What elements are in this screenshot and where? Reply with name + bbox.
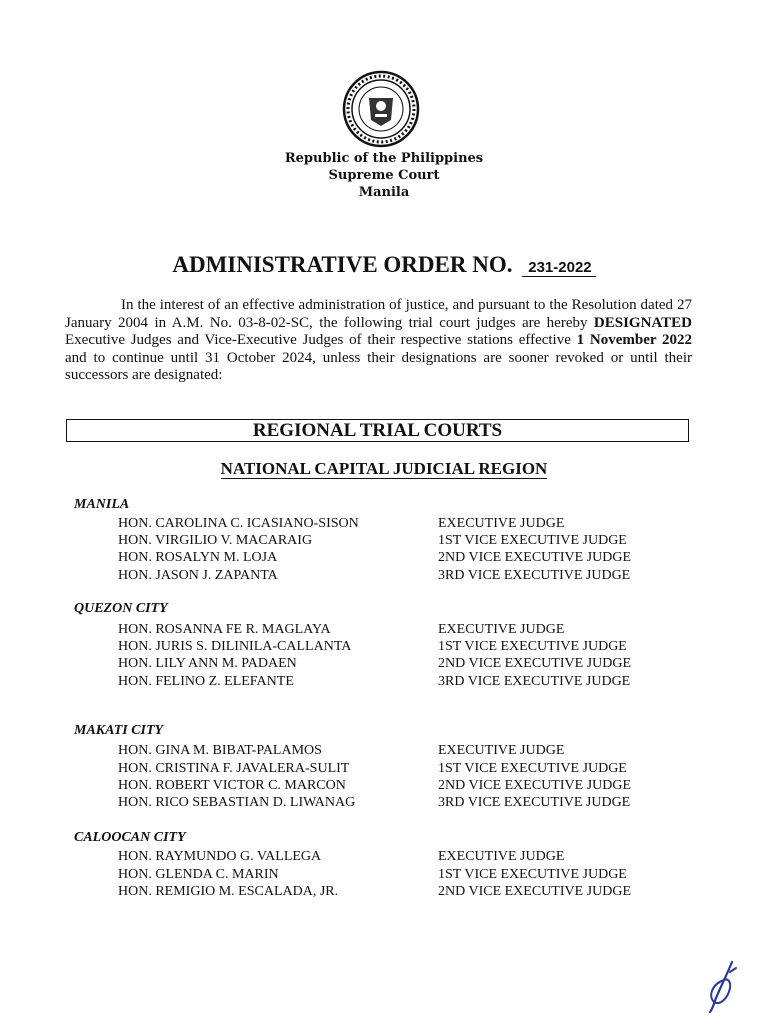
judge-row: [118, 515, 718, 532]
intro-paragraph: [65, 297, 692, 385]
judge-position: EXECUTIVE JUDGE: [438, 622, 565, 637]
judge-row: [118, 848, 718, 865]
judge-position: 1ST VICE EXECUTIVE JUDGE: [438, 639, 627, 654]
judge-position: 2ND VICE EXECUTIVE JUDGE: [438, 778, 631, 793]
judge-row: [118, 673, 718, 690]
judge-position: EXECUTIVE JUDGE: [438, 516, 565, 531]
judge-row: [118, 777, 718, 794]
judge-row: [118, 638, 718, 655]
city-heading: MANILA: [74, 497, 130, 512]
judge-row: [118, 549, 718, 566]
judge-row: [118, 621, 718, 638]
judge-row: [118, 742, 718, 759]
section-title-box: REGIONAL TRIAL COURTS: [66, 419, 689, 442]
judge-name: HON. REMIGIO M. ESCALADA, JR.: [118, 884, 339, 899]
judge-name: HON. CAROLINA C. ICASIANO-SISON: [118, 516, 359, 531]
judge-name: HON. GINA M. BIBAT-PALAMOS: [118, 743, 322, 758]
judge-row: [118, 883, 718, 900]
judge-row: [118, 760, 718, 777]
judge-name: HON. RICO SEBASTIAN D. LIWANAG: [118, 795, 356, 810]
judge-position: 3RD VICE EXECUTIVE JUDGE: [438, 568, 631, 583]
judge-name: HON. VIRGILIO V. MACARAIG: [118, 533, 313, 548]
intro-bold-date: 1 November 2022: [576, 332, 692, 348]
header-supreme-court: Supreme Court: [328, 168, 440, 183]
judge-row: [118, 794, 718, 811]
intro-text-3: and to continue until 31 October 2024, unless their designations are sooner revoked or until their successors are designated:: [65, 349, 692, 383]
judge-row: [118, 532, 718, 549]
judge-name: HON. ROBERT VICTOR C. MARCON: [118, 778, 346, 793]
judge-position: 1ST VICE EXECUTIVE JUDGE: [438, 533, 627, 548]
judge-position: 1ST VICE EXECUTIVE JUDGE: [438, 867, 627, 882]
judge-name: HON. LILY ANN M. PADAEN: [118, 656, 297, 671]
intro-bold-designated: DESIGNATED: [593, 314, 692, 331]
judge-row: [118, 655, 718, 672]
order-number: 231-2022: [522, 259, 595, 277]
intro-text-1: In the interest of an effective administration of justice, and pursuant to the Resolution dated 27 January 2004 in A.M. No. 03-8-02-SC, the following trial court judges are hereby: [65, 297, 692, 331]
judge-row: [118, 866, 718, 883]
judge-name: HON. JASON J. ZAPANTA: [118, 568, 278, 583]
judge-name: HON. ROSALYN M. LOJA: [118, 550, 278, 565]
supreme-court-seal: [342, 70, 420, 148]
order-title-text: ADMINISTRATIVE ORDER NO.: [172, 252, 513, 277]
judge-position: EXECUTIVE JUDGE: [438, 849, 565, 864]
judge-position: 2ND VICE EXECUTIVE JUDGE: [438, 884, 631, 899]
judge-name: HON. RAYMUNDO G. VALLEGA: [118, 849, 322, 864]
judge-position: EXECUTIVE JUDGE: [438, 743, 565, 758]
judge-position: 2ND VICE EXECUTIVE JUDGE: [438, 656, 631, 671]
intro-text-2: Executive Judges and Vice-Executive Judges of their respective stations effective: [65, 332, 577, 348]
order-title: [0, 252, 768, 278]
city-heading: CALOOCAN CITY: [74, 830, 186, 845]
judge-name: HON. JURIS S. DILINILA-CALLANTA: [118, 639, 352, 654]
judge-name: HON. FELINO Z. ELEFANTE: [118, 674, 294, 689]
judge-position: 1ST VICE EXECUTIVE JUDGE: [438, 761, 627, 776]
judge-name: HON. ROSANNA FE R. MAGLAYA: [118, 622, 331, 637]
signature-initial-icon: [700, 958, 746, 1014]
judge-name: HON. GLENDA C. MARIN: [118, 867, 279, 882]
city-heading: MAKATI CITY: [74, 723, 164, 738]
city-heading: QUEZON CITY: [74, 601, 168, 616]
region-title: [0, 459, 768, 479]
judge-position: 3RD VICE EXECUTIVE JUDGE: [438, 674, 631, 689]
judge-position: 3RD VICE EXECUTIVE JUDGE: [438, 795, 631, 810]
header-republic: Republic of the Philippines: [284, 151, 484, 166]
judge-position: 2ND VICE EXECUTIVE JUDGE: [438, 550, 631, 565]
region-title-text: NATIONAL CAPITAL JUDICIAL REGION: [220, 459, 548, 478]
header-manila: Manila: [358, 185, 410, 200]
judge-name: HON. CRISTINA F. JAVALERA-SULIT: [118, 761, 350, 776]
judge-row: [118, 567, 718, 584]
